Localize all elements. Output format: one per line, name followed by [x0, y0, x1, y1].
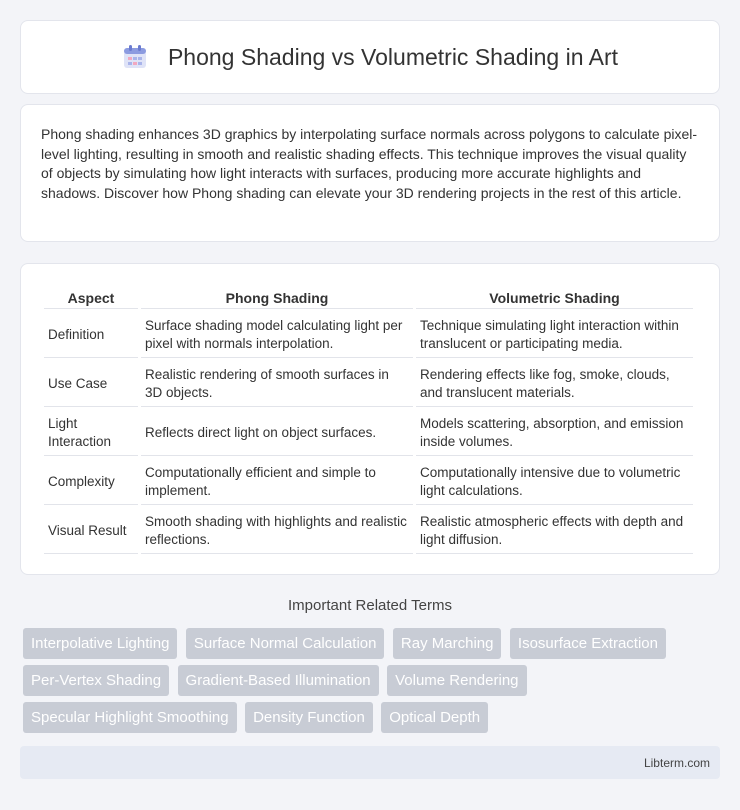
related-term-tag[interactable]: Isosurface Extraction: [510, 628, 666, 659]
table-cell-aspect: Complexity: [44, 456, 138, 505]
footer: [20, 746, 720, 779]
intro-card: [20, 104, 720, 242]
table-cell-volumetric: Realistic atmospheric effects with depth and light diffusion.: [416, 505, 693, 554]
table-row: [44, 309, 693, 358]
table-row: [44, 358, 693, 407]
related-term-tag[interactable]: Per-Vertex Shading: [23, 665, 169, 696]
table-cell-aspect: Use Case: [44, 358, 138, 407]
column-header-aspect: Aspect: [44, 286, 138, 309]
table-cell-volumetric: Technique simulating light interaction within translucent or participating media.: [416, 309, 693, 358]
table-row: [44, 456, 693, 505]
related-terms-list: [23, 628, 723, 739]
table-header-row: [44, 286, 693, 309]
related-terms-heading: Important Related Terms: [288, 597, 452, 614]
related-term-tag[interactable]: Specular Highlight Smoothing: [23, 702, 237, 733]
related-term-tag[interactable]: Gradient-Based Illumination: [178, 665, 379, 696]
related-term-tag[interactable]: Surface Normal Calculation: [186, 628, 385, 659]
table-cell-aspect: Visual Result: [44, 505, 138, 554]
footer-site-link[interactable]: Libterm.com: [643, 756, 710, 770]
table-cell-phong: Reflects direct light on object surfaces.: [141, 407, 413, 456]
comparison-table: [41, 286, 696, 554]
related-term-tag[interactable]: Interpolative Lighting: [23, 628, 177, 659]
table-cell-phong: Computationally efficient and simple to implement.: [141, 456, 413, 505]
related-term-tag[interactable]: Ray Marching: [393, 628, 502, 659]
table-row: [44, 407, 693, 456]
table-cell-volumetric: Rendering effects like fog, smoke, clouds, and translucent materials.: [416, 358, 693, 407]
column-header-phong: Phong Shading: [141, 286, 413, 309]
intro-text: Phong shading enhances 3D graphics by interpolating surface normals across polygons to calculate pixel-level lighting, resulting in smooth and realistic shading effects. This technique improves the visual quality of objects by simulating how light interacts with surfaces, producing more accurate highlights and shadows. Discover how Phong shading can elevate your 3D rendering projects in the rest of this article.: [41, 126, 698, 201]
table-cell-aspect: Definition: [44, 309, 138, 358]
column-header-volumetric: Volumetric Shading: [416, 286, 693, 309]
page-title: Phong Shading vs Volumetric Shading in Art: [167, 43, 619, 70]
table-cell-phong: Smooth shading with highlights and realistic reflections.: [141, 505, 413, 554]
related-term-tag[interactable]: Optical Depth: [381, 702, 488, 733]
related-term-tag[interactable]: Volume Rendering: [387, 665, 526, 696]
table-cell-volumetric: Models scattering, absorption, and emission inside volumes.: [416, 407, 693, 456]
table-cell-phong: Surface shading model calculating light per pixel with normals interpolation.: [141, 309, 413, 358]
table-row: [44, 505, 693, 554]
comparison-card: [20, 263, 720, 575]
table-cell-aspect: Light Interaction: [44, 407, 138, 456]
calendar-icon: [122, 44, 148, 70]
related-term-tag[interactable]: Density Function: [245, 702, 373, 733]
table-cell-volumetric: Computationally intensive due to volumetric light calculations.: [416, 456, 693, 505]
title-card: [20, 20, 720, 94]
table-cell-phong: Realistic rendering of smooth surfaces in 3D objects.: [141, 358, 413, 407]
